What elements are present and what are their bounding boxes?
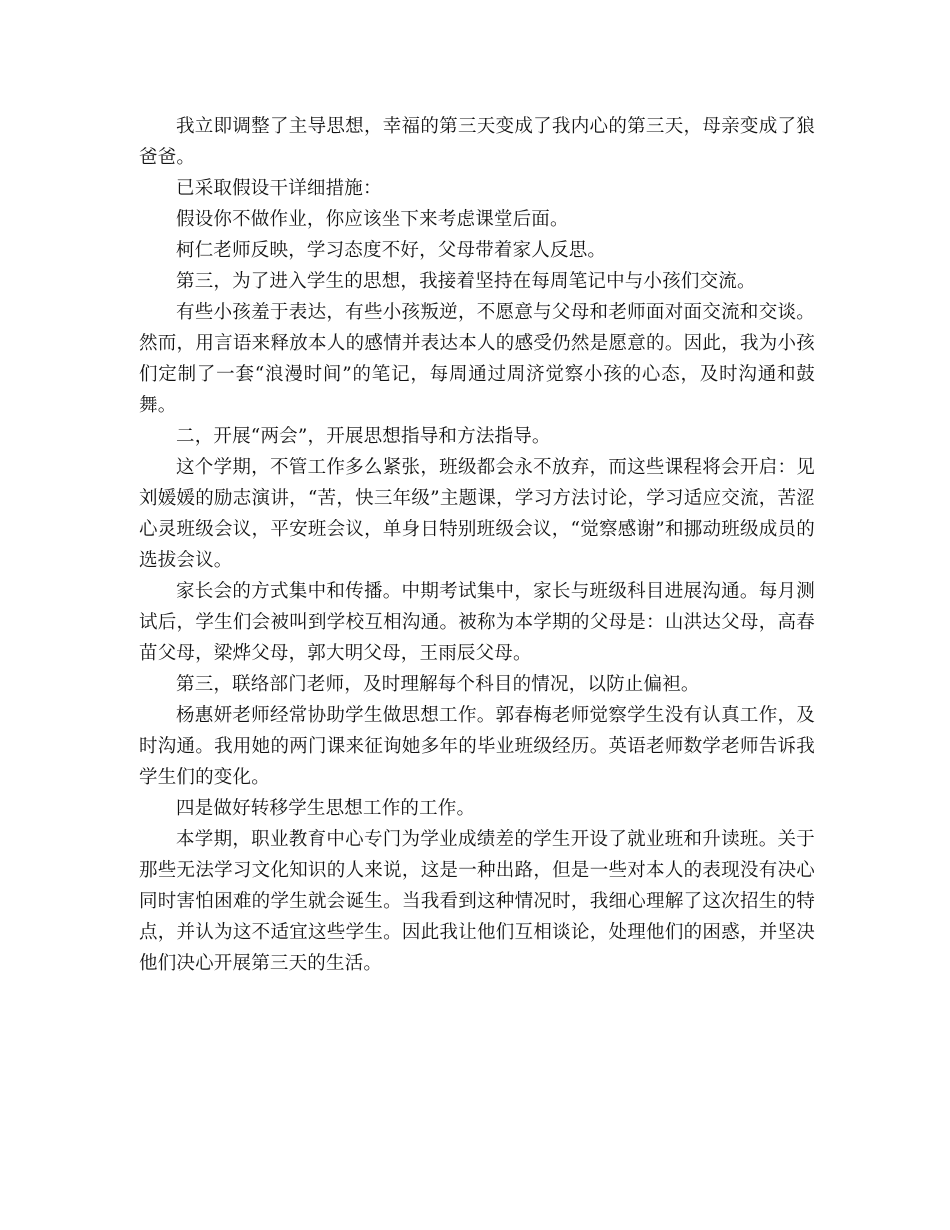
paragraph-6: 有些小孩羞于表达，有些小孩叛逆，不愿意与父母和老师面对面交流和交谈。然而，用言语来释放本人的感情并表达本人的感受仍然是愿意的。因此，我为小孩们定制了一套“浪漫时间”的笔记，每周通过周济觉察小孩的心态，及时沟通和鼓舞。 — [139, 302, 815, 416]
paragraph-8: 这个学期，不管工作多么紧张，班级都会永不放弃，而这些课程将会开启：见刘媛媛的励志演讲，“苦，快三年级”主题课，学习方法讨论，学习适应交流，苦涩心灵班级会议，平安班会议，单身日特别班级会议，“觉察感谢”和挪动班级成员的选拔会议。 — [139, 457, 815, 571]
paragraph-4: 柯仁老师反映，学习态度不好，父母带着家人反思。 — [176, 240, 607, 261]
paragraph-12: 四是做好转移学生思想工作的工作。 — [176, 798, 476, 819]
paragraph-5: 第三，为了进入学生的思想，我接着坚持在每周笔记中与小孩们交流。 — [176, 271, 756, 292]
paragraph-11: 杨惠妍老师经常协助学生做思想工作。郭春梅老师觉察学生没有认真工作，及时沟通。我用她的两门课来征询她多年的毕业班级经历。英语老师数学老师告诉我学生们的变化。 — [139, 705, 815, 788]
paragraph-10: 第三，联络部门老师，及时理解每个科目的情况，以防止偏袒。 — [176, 674, 700, 695]
paragraph-13: 本学期，职业教育中心专门为学业成绩差的学生开设了就业班和升读班。关于那些无法学习文化知识的人来说，这是一种出路，但是一些对本人的表现没有决心同时害怕困难的学生就会诞生。当我看到这种情况时，我细心理解了这次招生的特点，并认为这不适宜这些学生。因此我让他们互相谈论，处理他们的困惑，并坚决他们决心开展第三天的生活。 — [139, 829, 815, 974]
document-body — [139, 111, 815, 979]
paragraph-7: 二，开展“两会”，开展思想指导和方法指导。 — [176, 426, 551, 447]
paragraph-1: 我立即调整了主导思想，幸福的第三天变成了我内心的第三天，母亲变成了狼爸爸。 — [139, 116, 815, 168]
paragraph-3: 假设你不做作业，你应该坐下来考虑课堂后面。 — [176, 209, 569, 230]
paragraph-2: 已采取假设干详细措施： — [176, 178, 382, 199]
paragraph-9: 家长会的方式集中和传播。中期考试集中，家长与班级科目进展沟通。每月测试后，学生们会被叫到学校互相沟通。被称为本学期的父母是：山洪达父母，高春苗父母，梁烨父母，郭大明父母，王雨辰父母。 — [139, 581, 815, 664]
